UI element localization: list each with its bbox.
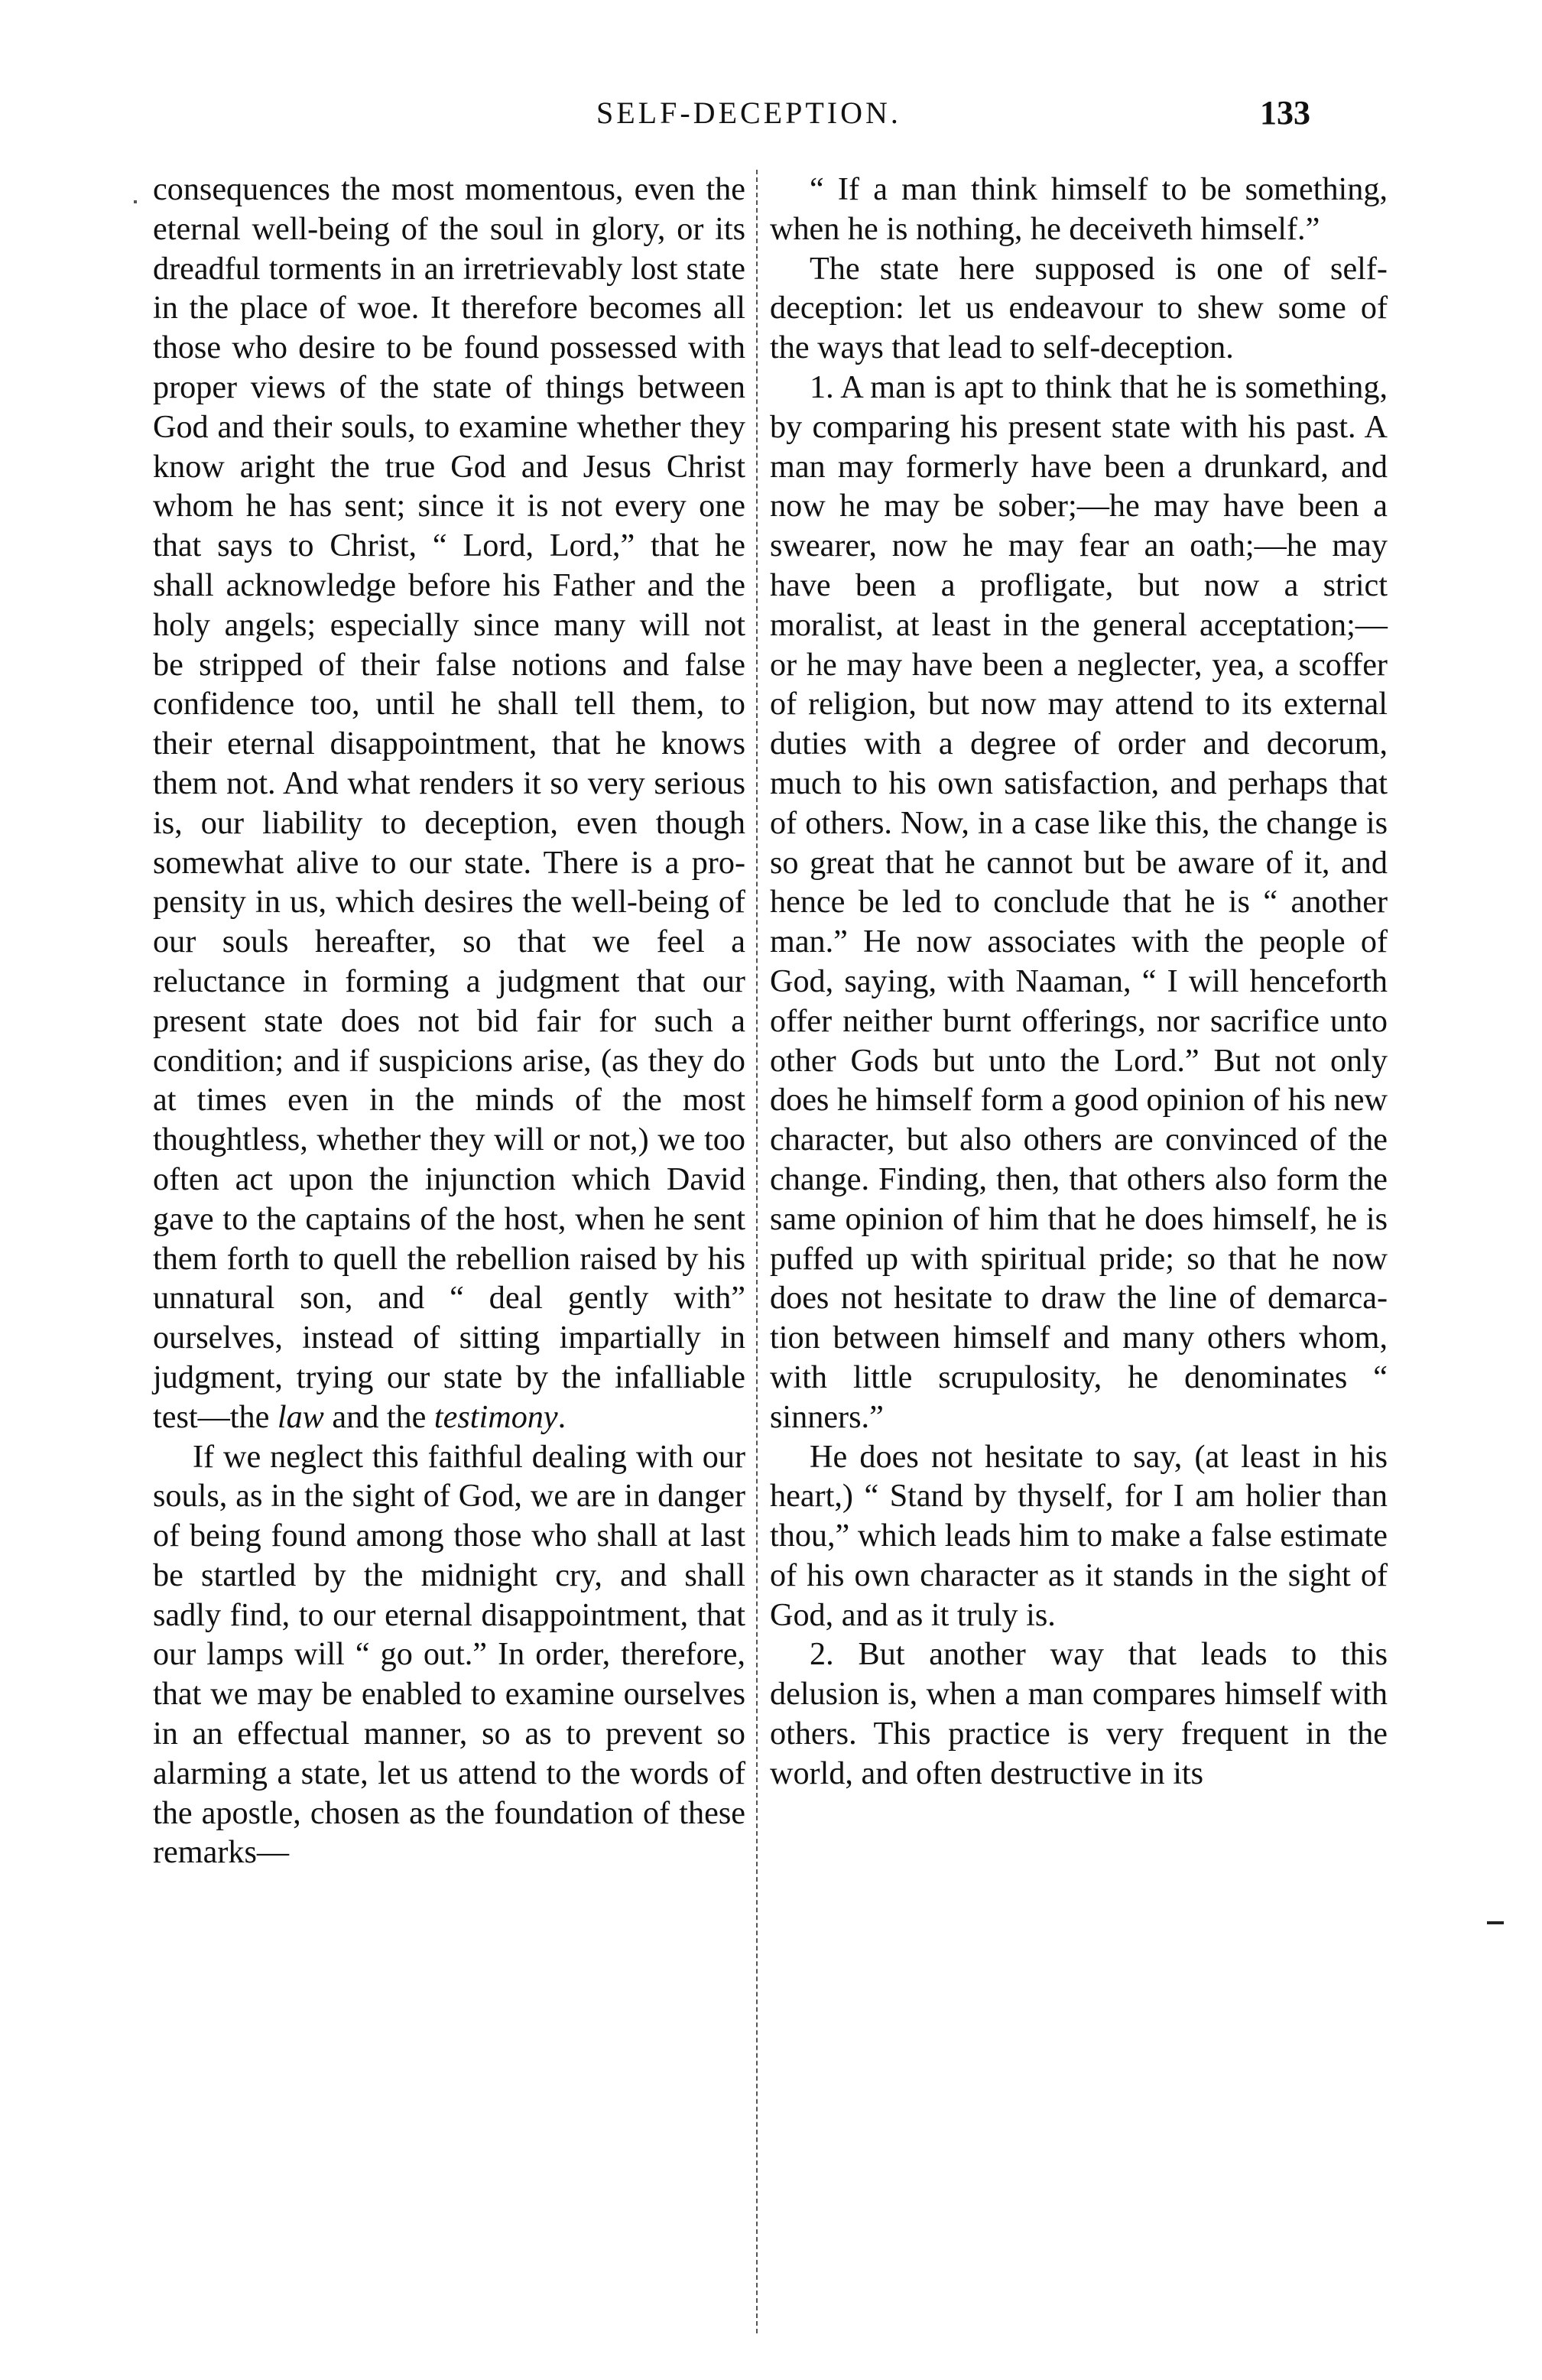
emphasis-law: law — [277, 1398, 324, 1435]
left-paragraph-1-text: consequences the most momentous, even the eternal well-being of the soul in glory, or its dreadful torments in an irretrievably lost state in the place of woe. It therefore becomes all those who desire to be found possessed with proper views of the state of things between God and their souls, to examine whether they know aright the true God and Jesus Christ whom he has sent; since it is not every one that says to Christ, “ Lord, Lord,” that he shall acknowledge before his Father and the holy angels; especially since many will not be stripped of their false notions and false confidence too, until he shall tell them, to their eternal disappointment, that he knows them not. And what renders it so very serious is, our liability to deception, even though somewhat alive to our state. There is a propensity in us, which desires the well-being of our souls hereafter, so that we feel a reluctance in forming a judgment that our present state does not bid fair for such a condition; and if suspicions arise, (as they do at times even in the minds of the most thoughtless, whether they will or not,) we too often act upon the injunction which David gave to the captains of the host, when he sent them forth to quell the rebellion raised by his unnatural son, and “ deal gently with” ourselves, instead of sitting impartially in judgment, trying our state by the infalliable test—the — [153, 171, 745, 1435]
right-paragraph-4: He does not hesitate to say, (at least in his heart,) “ Stand by thyself, for I am holier than thou,” which leads him to make a false estimate of his own character as it stands in the sight of God, and as it truly is. — [770, 1438, 1388, 1633]
right-paragraph-quote: “ If a man think himself to be something, when he is nothing, he deceiveth himself.” — [770, 171, 1388, 247]
emphasis-end: . — [557, 1398, 566, 1435]
left-paragraph-2: If we neglect this faithful dealing with our souls, as in the sight of God, we are in danger of being found among those who shall at last be startled by the midnight cry, and shall sadly find, to our eternal disappointment, that our lamps will “ go out.” In order, therefore, that we may be enabled to examine ourselves in an effectual manner, so as to prevent so alarming a state, let us attend to the words of the apostle, chosen as the foundation of these remarks— — [153, 1438, 745, 1871]
emphasis-testimony: testimony — [433, 1398, 558, 1435]
margin-dash-mark — [1487, 1921, 1504, 1924]
emphasis-connector: and the — [323, 1398, 434, 1435]
right-column — [770, 170, 1388, 1794]
right-paragraph-3: 1. A man is apt to think that he is something, by comparing his present state with his past. A man may formerly have been a drunkard, and now he may be sober;—he may have been a swearer, now he may fear an oath;—he may have been a profligate, but now a strict moralist, at least in the general acceptation;—or he may have been a neglecter, yea, a scoffer of religion, but now may attend to its external duties with a degree of order and decorum, much to his own satisfaction, and perhaps that of others. Now, in a case like this, the change is so great that he cannot but be aware of it, and hence be led to conclude that he is “ another man.” He now associates with the people of God, saying, with Naaman, “ I will henceforth offer neither burnt offerings, nor sacrifice unto other Gods but unto the Lord.” But not only does he himself form a good opinion of his new character, but also others are convinced of the change. Finding, then, that others also form the same opinion of him that he does himself, he is puffed up with spiritual pride; so that he now does not hesitate to draw the line of demarcation between himself and many others whom, with little scrupulosity, he denominates “ sinners.” — [770, 369, 1388, 1435]
right-paragraph-2: The state here supposed is one of self-deception: let us endeavour to shew some of the ways that lead to self-deception. — [770, 250, 1388, 366]
left-paragraph-1 — [153, 170, 745, 1437]
running-title: SELF-DECEPTION. — [596, 96, 901, 130]
right-paragraph-5: 2. But another way that leads to this delusion is, when a man compares himself with others. This practice is very frequent in the world, and often destructive in its — [770, 1636, 1388, 1791]
left-column — [153, 170, 745, 1872]
page-number: 133 — [1260, 94, 1310, 132]
running-head — [0, 90, 1542, 136]
column-divider — [756, 170, 758, 2333]
print-speck — [134, 200, 137, 203]
